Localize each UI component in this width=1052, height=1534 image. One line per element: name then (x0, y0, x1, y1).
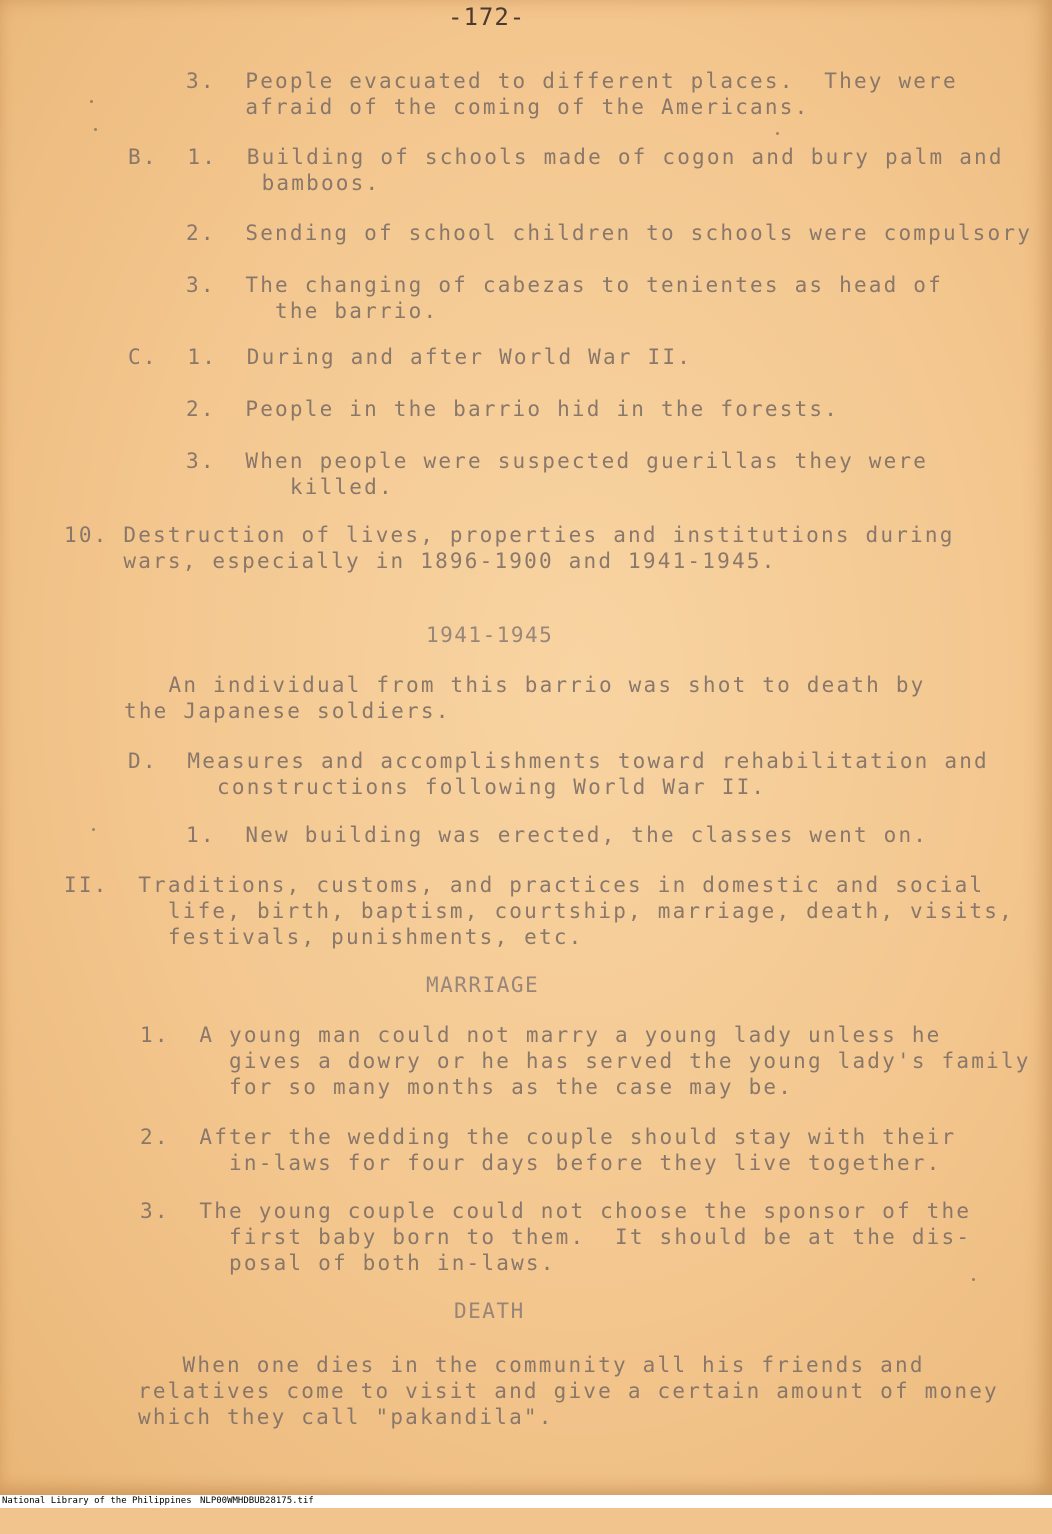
heading-death: DEATH (454, 1299, 525, 1323)
heading-1941-1945: 1941-1945 (426, 623, 554, 647)
item-c3: 3. When people were suspected guerillas they were killed. (186, 449, 929, 499)
paragraph-death: When one dies in the community all his friends and relatives come to visit and give a certain amount of money which they call "pakandila". (138, 1353, 999, 1429)
item-d1: 1. New building was erected, the classes went on. (186, 823, 929, 847)
marriage-item-1: 1. A young man could not marry a young lady unless he gives a dowry or he has served the young lady's family for so many months as the case may be. (140, 1023, 1031, 1099)
item-d: D. Measures and accomplishments toward rehabilitation and constructions following World War II. (128, 749, 989, 799)
scan-footer (0, 1495, 1052, 1508)
item-c2: 2. People in the barrio hid in the forests. (186, 397, 840, 421)
item-b2: 2. Sending of school children to schools were compulsory (186, 221, 1033, 245)
paper-speck (972, 1278, 975, 1281)
question-10: 10. Destruction of lives, properties and institutions during wars, especially in 1896-1900 and 1941-1945. (64, 523, 955, 573)
marriage-item-3: 3. The young couple could not choose the sponsor of the first baby born to them. It should be at the dis- posal of both in-laws. (140, 1199, 972, 1275)
paragraph-1941-1945: An individual from this barrio was shot to death by the Japanese soldiers. (124, 673, 926, 723)
question-11: II. Traditions, customs, and practices in domestic and social life, birth, baptism, courtship, marriage, death, visits, festivals, punishments, etc. (64, 873, 1014, 949)
page-number: -172- (448, 3, 526, 31)
paper-speck (90, 100, 93, 103)
paper-speck (776, 132, 779, 135)
item-b3: 3. The changing of cabezas to tenientes as head of the barrio. (186, 273, 943, 323)
paper-speck (92, 828, 95, 831)
item-c1: C. 1. During and after World War II. (128, 345, 693, 369)
marriage-item-2: 2. After the wedding the couple should stay with their in-laws for four days before they live together. (140, 1125, 957, 1175)
heading-marriage: MARRIAGE (426, 973, 540, 997)
paper-speck (94, 128, 97, 131)
footer-library: National Library of the Philippines (2, 1496, 192, 1506)
item-a3: 3. People evacuated to different places. They were afraid of the coming of the Americans. (186, 69, 958, 119)
item-b1: B. 1. Building of schools made of cogon and bury palm and bamboos. (128, 145, 1004, 195)
footer-file-id: NLP00WMHDBUB28175.tif (200, 1496, 314, 1506)
